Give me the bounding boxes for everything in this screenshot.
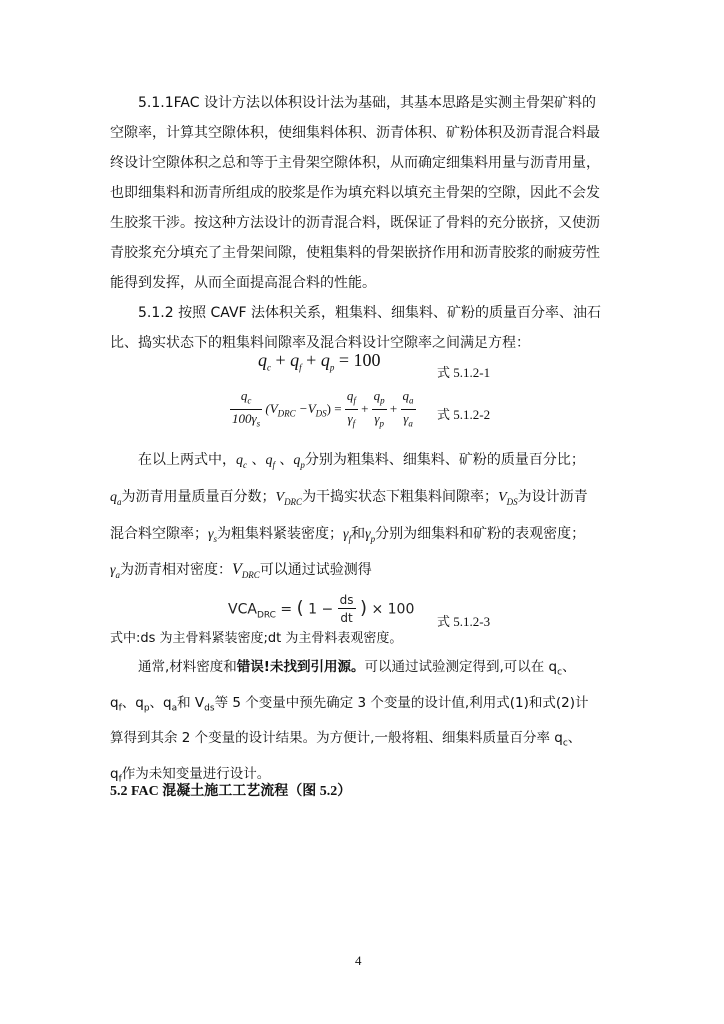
text-line: 混合料空隙率；$\gamma_s$为粗集料紧装密度；$\gamma_f$和$\gamma_p$分别为细集料和矿粉的表观密度； (110, 525, 586, 544)
equation-5-1-2-1: $q_c + q_f + q_p = 100$ (258, 350, 381, 373)
text-line: 终设计空隙体积之总和等于主骨架空隙体积，从而确定细集料用量与沥青用量， (110, 155, 600, 171)
text-line: 比、捣实状态下的粗集料间隙率及混合料设计空隙率之间满足方程： (110, 335, 530, 351)
paragraph-design-variables (110, 652, 620, 795)
text-line: $q_f$、$q_p$、$q_a$和 $V_{ds}$等 5 个变量中预先确定 3 个变量的设计值,利用式(1)和式(2)计 (110, 694, 589, 714)
equation-label: 式 5.1.2-2 (437, 407, 491, 422)
text-line: $\gamma_a$为沥青相对密度：$V_{DRC}$可以通过试验测得 (110, 561, 372, 581)
text-line: 通常,材料密度和错误!未找到引用源。可以通过试验测定得到,可以在 $q_c$、 (138, 659, 576, 678)
equation-label: 式 5.1.2-1 (437, 365, 491, 380)
paragraph-definitions (110, 444, 620, 591)
equation-5-1-2-3: $VCA_{DRC}$ = ( 1 − $\frac{ds}{dt}$ ) × 100 (228, 593, 415, 625)
text-line: 能得到发挥，从而全面提高混合料的性能。 (110, 275, 376, 291)
fraction: $\frac{q_p}{\gamma_p}$ (373, 388, 385, 429)
text-line: 空隙率，计算其空隙体积，使细集料体积、沥青体积、矿粉体积及沥青混合料最 (110, 125, 600, 141)
paragraph-5-1-2 (110, 298, 620, 358)
fraction: $\frac{ds}{dt}$ (339, 593, 354, 625)
fraction: $\frac{q_c}{100\gamma_s}$ (232, 388, 261, 429)
paragraph-5-1-1 (110, 88, 620, 298)
page-number: 4 (355, 953, 362, 968)
text-line: 算得到其余 2 个变量的设计结果。为方便计,一般将粗、细集料质量百分率 $q_c$、 (110, 730, 582, 750)
text-line: 在以上两式中，$q_c$ 、$q_f$ 、$q_p$分别为粗集料、细集料、矿粉的质量百分比； (138, 452, 585, 470)
text-line: 5.1.1FAC 设计方法以体积设计法为基础，其基本思路是实测主骨架矿料的 (138, 95, 596, 111)
text-line: 也即细集料和沥青所组成的胶浆是作为填充料以填充主骨架的空隙，因此不会发 (110, 185, 600, 201)
text-line: 5.1.2 按照 CAVF 法体积关系，粗集料、细集料、矿粉的质量百分率、油石 (138, 305, 602, 321)
text-line: 青胶浆充分填充了主骨架间隙，使粗集料的骨架嵌挤作用和沥青胶浆的耐疲劳性 (110, 245, 600, 261)
equation-label: 式 5.1.2-3 (437, 614, 491, 629)
fraction: $\frac{q_f}{\gamma_f}$ (346, 388, 356, 429)
section-heading-5-2: 5.2 FAC 混凝土施工工艺流程（图 5.2） (110, 784, 352, 799)
fraction: $\frac{q_a}{\gamma_a}$ (402, 388, 414, 429)
equation-5-1-2-2: $\frac{q_c}{100\gamma_s}$ $(V_{DRC} -V_{DS})$ = $\frac{q_f}{\gamma_f}$ + $\frac{q_p}{\gamma_p}$ + $\frac{q_a}{\gamma_a}$ (230, 388, 416, 432)
text-line: 生胶浆干涉。按这种方法设计的沥青混合料，既保证了骨料的充分嵌挤，又使沥 (110, 215, 600, 231)
text-line: $q_a$为沥青用量质量百分数；$V_{DRC}$为干捣实状态下粗集料间隙率；$V_{DS}$为设计沥青 (110, 488, 588, 507)
reference-error: 错误!未找到引用源。 (236, 659, 365, 675)
equation-note: 式中:ds 为主骨料紧装密度;dt 为主骨料表观密度。 (110, 631, 403, 646)
text-line: $q_f$作为未知变量进行设计。 (110, 766, 271, 785)
